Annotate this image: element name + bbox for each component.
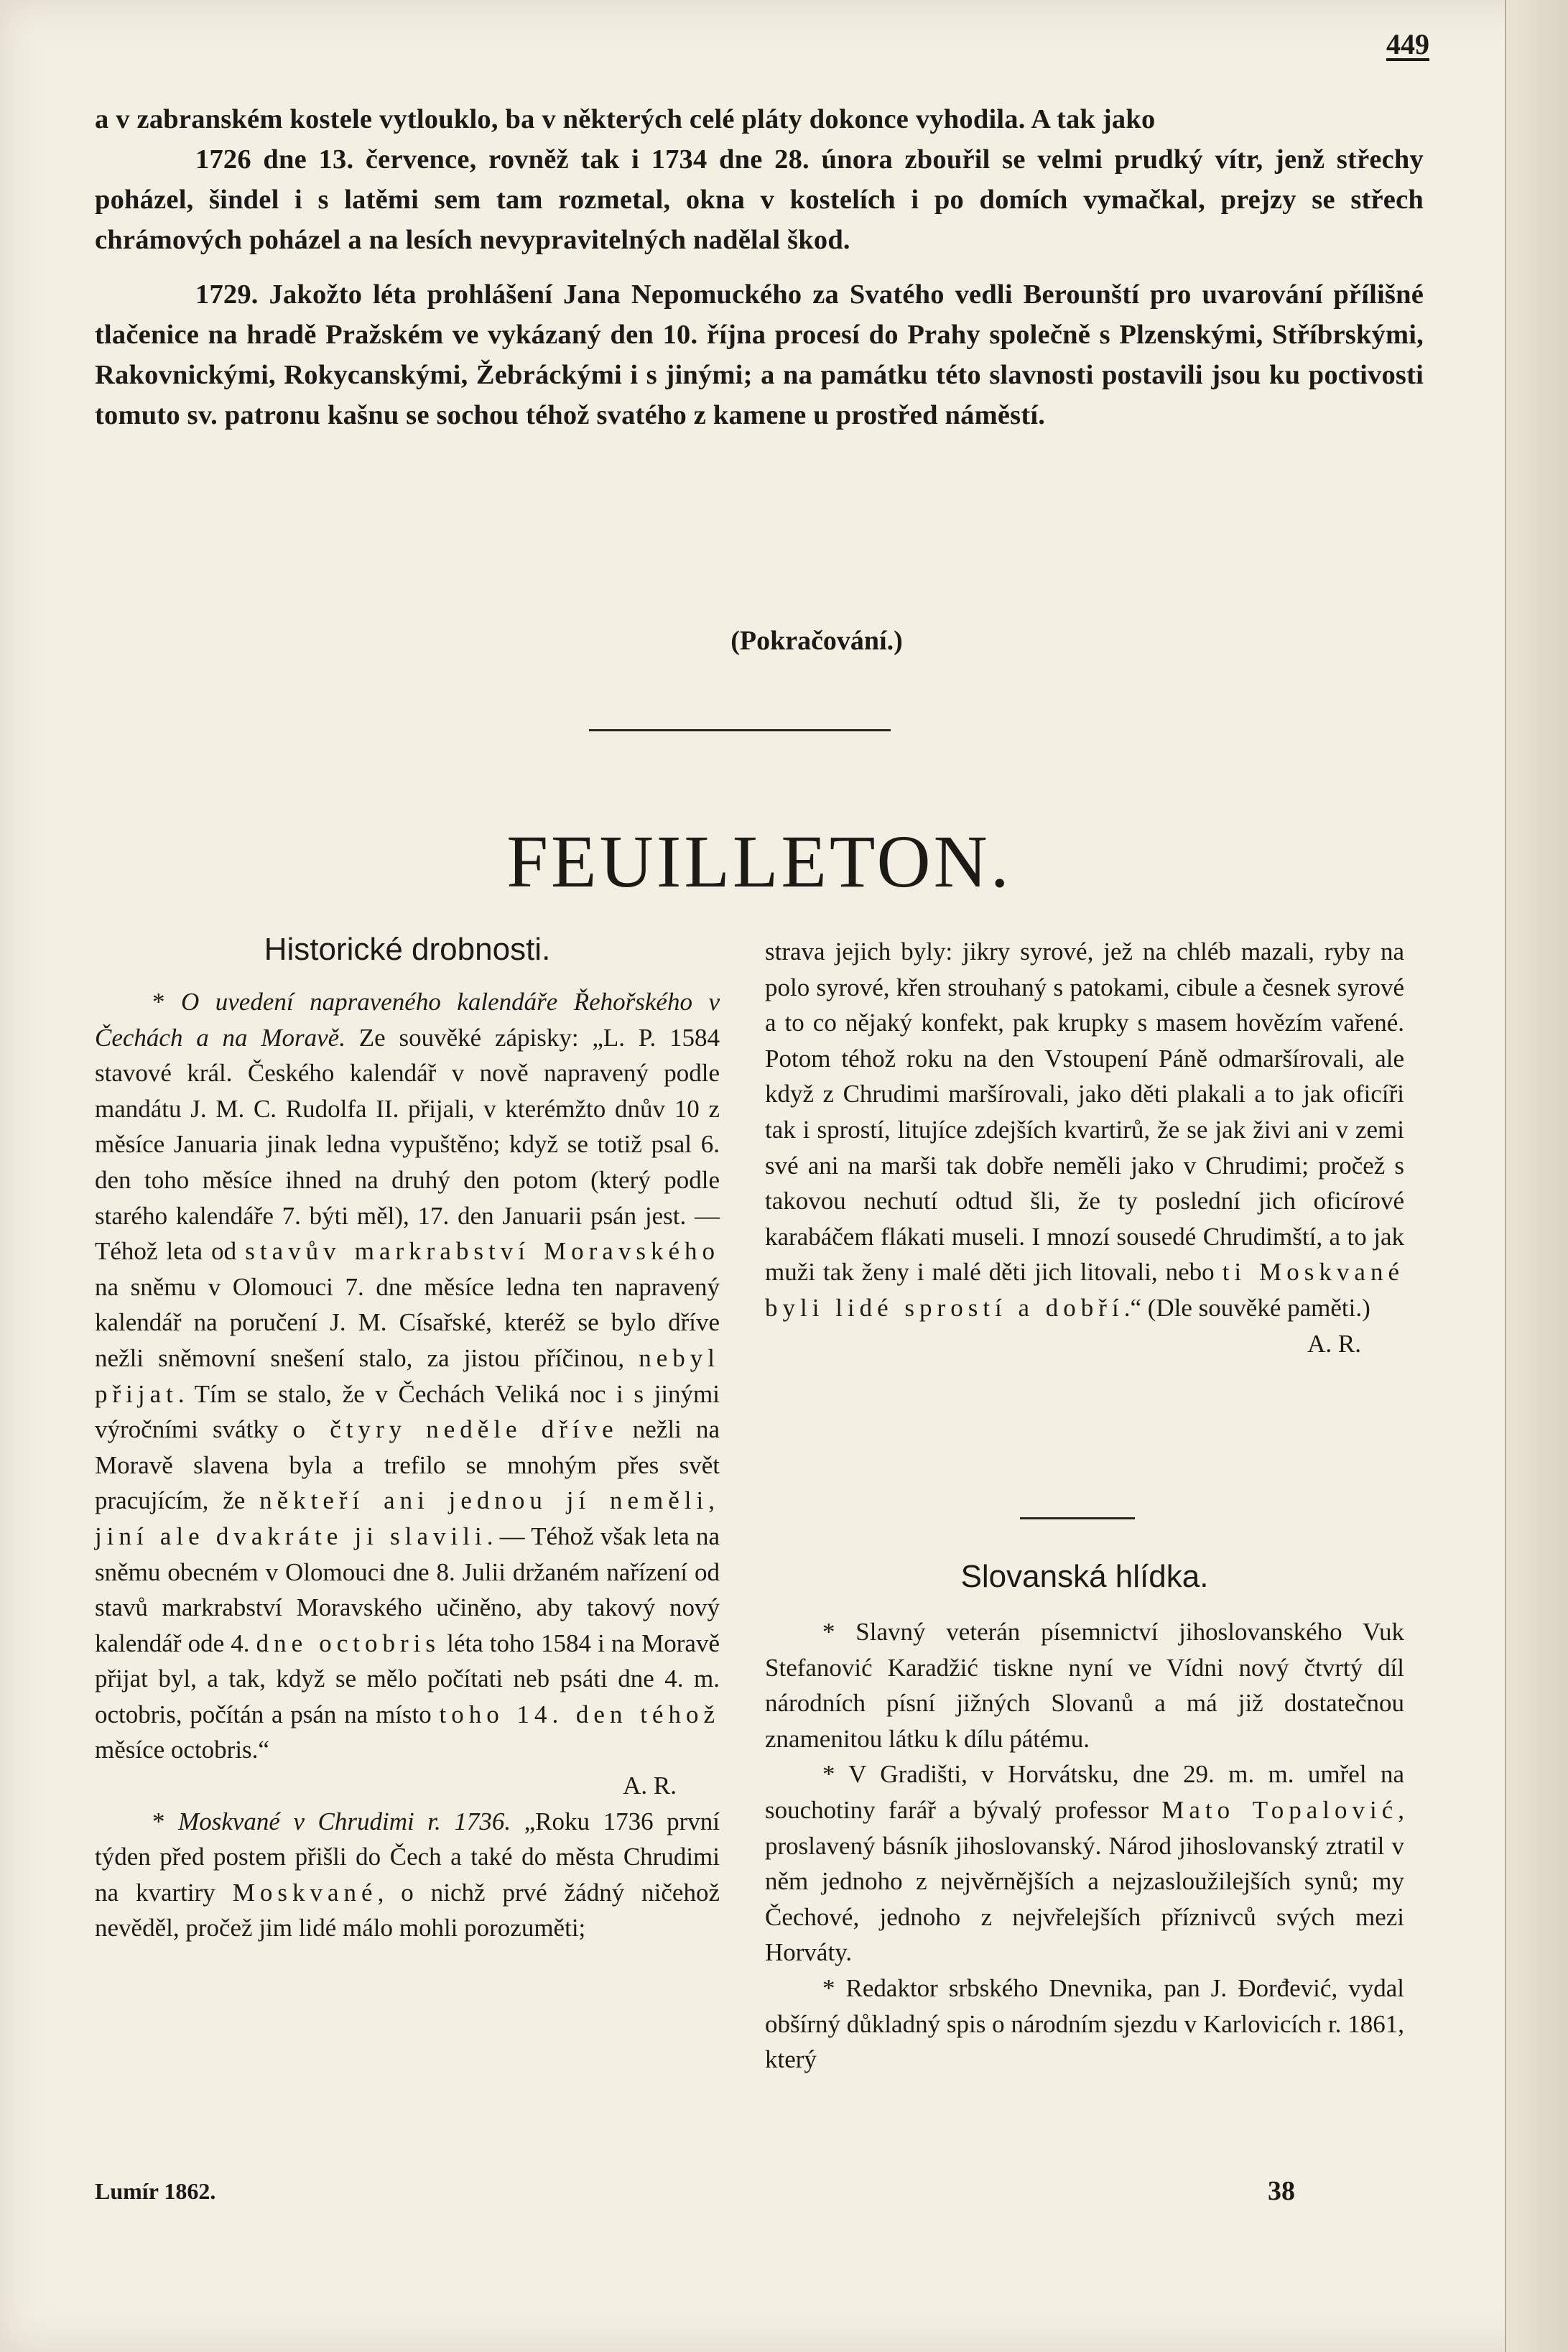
- spaced-text: ti Moskvané byli lidé sprostí a dobří: [765, 1258, 1404, 1322]
- left-column: [95, 928, 720, 1946]
- column-heading-slavic: Slovanská hlídka.: [960, 1559, 1209, 1594]
- article-moskvane: [95, 1804, 720, 1946]
- text-run: nežli na Moravě slavena byla a trefilo se mnohým přes svět pracujícím, že: [95, 1415, 720, 1515]
- text-run: .“ (Dle souvěké paměti.): [1123, 1293, 1370, 1322]
- spaced-text: toho 14. den téhož: [439, 1700, 720, 1728]
- short-divider: [1020, 1517, 1135, 1519]
- top-text-block: [95, 99, 1424, 435]
- article-moskvane-continued: [765, 934, 1404, 1326]
- spaced-text: dne octobris: [256, 1629, 440, 1657]
- spaced-text: o čtyry neděle dříve: [292, 1415, 618, 1444]
- right-column: [765, 934, 1404, 1361]
- text-run: , o nichž prvé žádný ničehož nevěděl, pročež jim lidé málo mohli porozuměti;: [95, 1878, 720, 1943]
- paragraph-3: 1729. Jakožto léta prohlášení Jana Nepomuckého za Svatého vedli Berounští pro uvarování přílišné tlačenice na hradě Pražském ve vykázaný den 10. října procesí do Prahy společně s Plzenskými, Stříbrskými, Rakovnickými, Rokycanskými, Žebráckými i s jinými; a na památku této slavnosti postavili jsou ku poctivosti tomuto sv. patronu kašnu se sochou téhož svatého z kamene u prostřed náměstí.: [95, 279, 1424, 430]
- text-run: na sněmu v Olomouci 7. dne měsíce ledna ten napravený kalendář na poručení J. M. Císařské, kteréž se bylo dříve nežli sněmovní snešení stalo, za jistou příčinou,: [95, 1272, 720, 1372]
- article-title-calendar: O uvedení napraveného kalendáře Řehořského v Čechách a na Moravě.: [95, 988, 720, 1052]
- page-number: 449: [1386, 28, 1429, 60]
- text-run: . Tím se stalo, že v Čechách Veliká noc i s jinými výročními svátky: [95, 1379, 720, 1444]
- news-item: * Slavný veterán písemnictví jihoslovanského Vuk Stefanović Karadžić tiskne nyní ve Vídni nový čtvrtý díl národních písní jižných Slovanů a má již dostatečnou znamenitou látku k dílu pátému.: [765, 1618, 1404, 1753]
- facing-page-edge: [1505, 0, 1568, 2352]
- text-run: . — Téhož však leta na sněmu obecném v Olomouci dne 8. Julii držaném nařízení od stavů markrabství Moravského učiněno, aby takový nový kalendář ode 4.: [95, 1522, 720, 1657]
- paragraph-2: 1726 dne 13. července, rovněž tak i 1734 dne 28. února zbouřil se velmi prudký vítr, jenž střechy poházel, šindel i s latěmi sem tam rozmetal, okna v kostelích i po domích vymačkal, prejzy se střech chrámových poházel a na lesích nevypravitelných nadělal škod.: [95, 144, 1424, 255]
- article-calendar: [95, 984, 720, 1768]
- spaced-text: nebyl přijat: [95, 1343, 720, 1408]
- article-star: *: [152, 1807, 179, 1835]
- spaced-text: Mato Topalović: [1161, 1795, 1398, 1824]
- continued-note: (Pokračování.): [730, 626, 903, 656]
- section-divider: [589, 729, 891, 731]
- article-title-moskvane: Moskvané v Chrudimi r. 1736.: [178, 1807, 511, 1835]
- text-run: léta toho 1584 i na Moravě přijat byl, a tak, když se mělo počítati neb psáti dne 4. m. octobris, počítán a psán na místo: [95, 1629, 720, 1728]
- footer-sheet-number: 38: [1268, 2176, 1295, 2206]
- footer-journal: Lumír 1862.: [95, 2178, 216, 2204]
- article-star: *: [152, 988, 181, 1016]
- right-column-lower: [765, 1555, 1404, 2078]
- signature: A. R.: [623, 1772, 677, 1800]
- text-run: „Roku 1736 první týden před postem přišli do Čech a také do města Chrudimi na kvartiry: [95, 1807, 720, 1907]
- spaced-text: stavův markrabství Moravského: [245, 1237, 720, 1266]
- spaced-text: Moskvané: [232, 1878, 378, 1907]
- text-run: , proslavený básník jihoslovanský. Národ jihoslovanský ztratil v něm jednoho z nejvěrnějších a nejzasloužilejších synů; my Čechové, jednoho z nejvřelejších příznivců svých mezi Horváty.: [765, 1795, 1404, 1967]
- paragraph-1: a v zabranském kostele vytlouklo, ba v některých celé pláty dokonce vyhodila. A tak jako: [95, 104, 1156, 134]
- text-run: * V Gradišti, v Horvátsku, dne 29. m. m. umřel na souchotiny farář a bývalý professor: [765, 1760, 1404, 1824]
- column-heading-historical: Historické drobnosti.: [264, 932, 551, 967]
- text-run: Ze souvěké zápisky: „L. P. 1584 stavové král. Českého kalendář v nově napravený podle mandátu J. M. C. Rudolfa II. přijali, v kterémžto dnův 10 z měsíce Januaria jinak ledna vypuštěno; když se totiž psal 6. den toho měsíce ihned na druhý den potom (který podle starého kalendáře 7. býti měl), 17. den Januarii psán jest. — Téhož leta od: [95, 1023, 720, 1266]
- spaced-text: někteří ani jednou jí neměli, jiní ale dvakráte ji slavili: [95, 1486, 720, 1550]
- text-run: strava jejich byly: jikry syrové, jež na chléb mazali, ryby na polo syrové, křen strouhaný s patokami, cibule a česnek syrové a to co nějaký konfekt, pak krupky s masem hovězím vařené. Potom téhož roku na den Vstoupení Páně odmaršírovali, ale když z Chrudimi maršírovali, jako děti plakali a to jak oficíři tak i sprostí, litujíce zdejších kvartirů, že se jak živi ani v zemi své ani na marši tak dobře neměli jako v Chrudimi; pročež s takovou nechutí odtud šli, že ty poslední jich oficírové karabáčem flákati museli. I mnozí sousedé Chrudimští, a to jak muži tak ženy i malé děti jich litovali, nebo: [765, 937, 1404, 1287]
- signature: A. R.: [1307, 1329, 1361, 1358]
- news-item: [765, 1756, 1404, 1971]
- news-item: * Redaktor srbského Dnevnika, pan J. Đorđević, vydal obšírný důkladný spis o národním sjezdu v Karlovicích r. 1861, který: [765, 1973, 1404, 2074]
- text-run: měsíce octobris.“: [95, 1736, 269, 1764]
- feuilleton-title: FEUILLETON.: [506, 820, 1012, 903]
